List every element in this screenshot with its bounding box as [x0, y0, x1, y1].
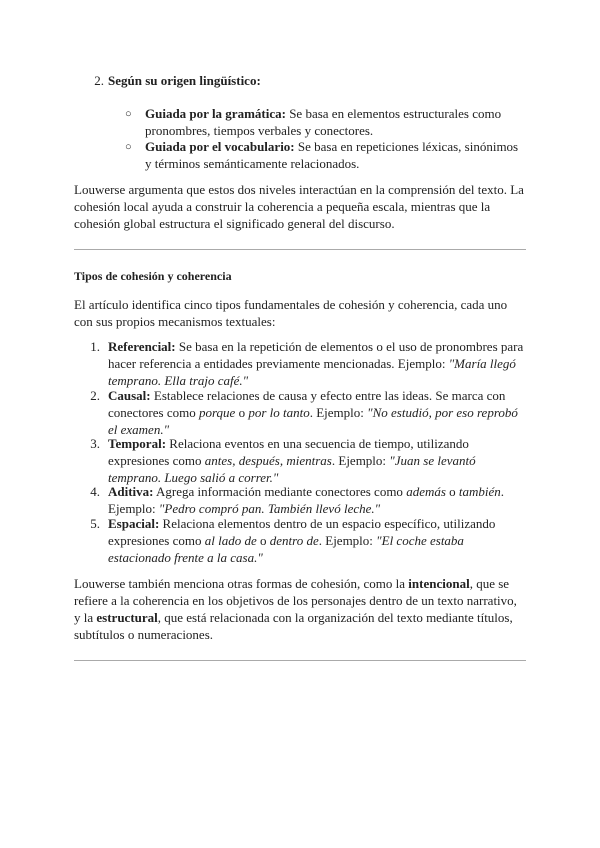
type-text: . Ejemplo:	[108, 484, 505, 516]
list-number: 1.	[90, 339, 100, 354]
type-text: Relaciona elementos dentro de un espacio específico, utilizando expresiones como	[108, 516, 496, 548]
type-title: Temporal:	[108, 436, 167, 451]
connector: porque	[198, 405, 236, 420]
type-text: . Ejemplo:	[318, 533, 377, 548]
sub-item-vocabulary	[145, 138, 525, 172]
type-text: Establece relaciones de causa y efecto entre las ideas. Se marca con conectores como	[108, 388, 506, 420]
connector-separator: o	[256, 533, 270, 548]
type-item-referencial	[108, 338, 528, 389]
list-number: 2.	[94, 73, 104, 88]
sub-item-title: Guiada por la gramática:	[145, 106, 286, 121]
section-intro: El artículo identifica cinco tipos fundamentales de cohesión y coherencia, cada uno con sus propios mecanismos textuales:	[74, 297, 508, 329]
sub-item-text: Se basa en elementos estructurales como pronombres, tiempos verbales y conectores.	[145, 106, 502, 138]
type-title: Referencial:	[108, 339, 176, 354]
list-number: 5.	[90, 516, 100, 531]
circle-bullet-icon: ○	[125, 108, 132, 120]
type-example: "Pedro compró pan. También llevó leche."	[158, 501, 381, 516]
type-text: Agrega información mediante conectores como	[153, 484, 407, 499]
list-number: 4.	[90, 484, 100, 499]
connector: dentro de	[269, 533, 319, 548]
type-text: . Ejemplo:	[331, 453, 390, 468]
type-item-aditiva	[108, 483, 528, 517]
closing-text: Louwerse también menciona otras formas de cohesión, como la	[74, 576, 409, 591]
type-item-causal	[108, 387, 528, 438]
connector-separator: o	[235, 405, 249, 420]
type-example: "María llegó temprano. Ella trajo café."	[108, 356, 516, 388]
type-example: "El coche estaba estacionado frente a la casa."	[108, 533, 464, 565]
closing-bold: estructural	[96, 610, 158, 625]
type-title: Causal:	[108, 388, 151, 403]
horizontal-divider	[74, 660, 526, 661]
sub-item-text: Se basa en repeticiones léxicas, sinónimos y términos semánticamente relacionados.	[145, 139, 519, 171]
type-item-espacial	[108, 515, 528, 566]
closing-paragraph	[74, 575, 526, 643]
type-title: Espacial:	[108, 516, 160, 531]
connector: además	[406, 484, 446, 499]
type-example: "No estudió, por eso reprobó el examen."	[108, 405, 518, 437]
paragraph: Louwerse argumenta que estos dos niveles interactúan en la comprensión del texto. La cohesión local ayuda a construir la coherencia a pequeña escala, mientras que la cohesión global estructura el significado general del discurso.	[74, 182, 524, 231]
type-text: Relaciona eventos en una secuencia de tiempo, utilizando expresiones como	[108, 436, 469, 468]
closing-text: , que está relacionada con la organización del texto mediante títulos, subtítulos o numeraciones.	[74, 610, 513, 642]
connector-separator: o	[445, 484, 459, 499]
connector: al lado de	[204, 533, 257, 548]
circle-bullet-icon: ○	[125, 141, 132, 153]
list-number: 2.	[90, 388, 100, 403]
horizontal-divider	[74, 249, 526, 250]
list-number: 3.	[90, 436, 100, 451]
type-example: "Juan se levantó temprano. Luego salió a correr."	[108, 453, 476, 485]
connector: también	[458, 484, 501, 499]
type-text: Se basa en la repetición de elementos o el uso de pronombres para hacer referencia a entidades previamente mencionadas. Ejemplo:	[108, 339, 524, 371]
list-item-title: Según su origen lingüístico:	[108, 73, 261, 88]
sub-item-grammar	[145, 105, 525, 139]
connector: por lo tanto	[248, 405, 310, 420]
closing-bold: intencional	[408, 576, 470, 591]
connector: antes, después, mientras	[204, 453, 332, 468]
closing-text: , que se refiere a la coherencia en los objetivos de los personajes dentro de un texto narrativo, y la	[74, 576, 517, 625]
type-text: . Ejemplo:	[309, 405, 368, 420]
section-heading: Tipos de cohesión y coherencia	[74, 269, 232, 283]
type-item-temporal	[108, 435, 528, 486]
list-item-origin	[108, 72, 528, 89]
type-title: Aditiva:	[108, 484, 154, 499]
sub-item-title: Guiada por el vocabulario:	[145, 139, 295, 154]
